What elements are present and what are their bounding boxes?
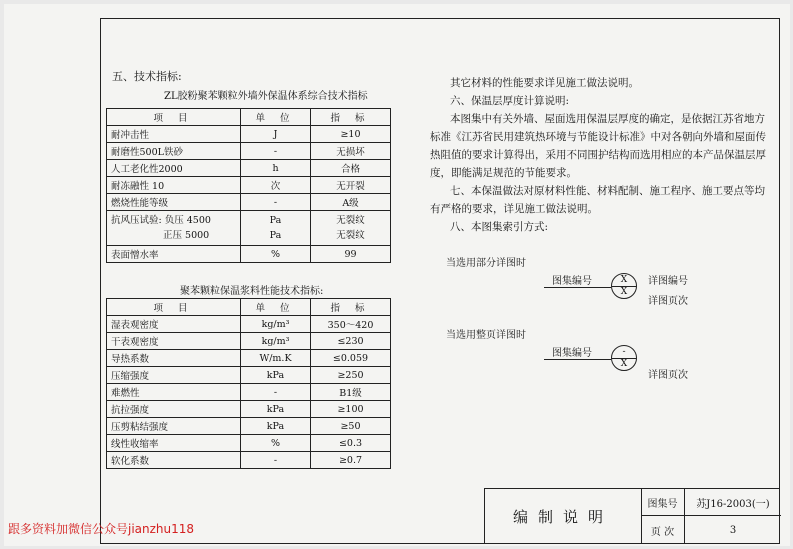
cell-item: 抗拉强度	[107, 401, 241, 418]
cell-value: ≥10	[311, 126, 391, 143]
cell-value: ≤230	[311, 333, 391, 350]
partial-detail-label: 当选用部分详图时	[446, 258, 526, 269]
section-title-8: 八、本图集索引方式:	[450, 221, 549, 233]
table-row	[107, 401, 391, 418]
whole-index-symbol	[611, 345, 637, 371]
table-row	[107, 333, 391, 350]
cell-unit: Pa Pa	[241, 211, 311, 246]
table-row	[107, 160, 391, 177]
header-item: 项 目	[107, 109, 241, 126]
cell-item: 耐冲击性	[107, 126, 241, 143]
cell-value: 无裂纹 无裂纹	[311, 211, 391, 246]
table1-caption: ZL胶粉聚苯颗粒外墙外保温体系综合技术指标	[164, 91, 368, 102]
cell-item: 人工老化性2000	[107, 160, 241, 177]
cell-value: B1级	[311, 384, 391, 401]
table-row	[107, 143, 391, 160]
sec7-line: 有严格的要求，详见施工做法说明。	[430, 203, 598, 215]
table-header-row	[107, 299, 391, 316]
cell-item: 耐冻融性 10	[107, 177, 241, 194]
table-row	[107, 367, 391, 384]
cell-unit: 次	[241, 177, 311, 194]
symbol-lower: X	[620, 359, 628, 369]
title-block	[484, 488, 780, 544]
sec6-line: 本图集中有关外墙、屋面选用保温层厚度的确定，是依据江苏省地方	[450, 113, 765, 125]
table-row	[107, 452, 391, 469]
table-row	[107, 435, 391, 452]
cell-item: 湿表观密度	[107, 316, 241, 333]
cell-unit: -	[241, 143, 311, 160]
cell-value: ≥0.7	[311, 452, 391, 469]
whole-atlas-number-label: 图集编号	[552, 348, 592, 359]
cell-unit: -	[241, 384, 311, 401]
cell-item: 抗风压试验: 负压 4500 正压 5000	[107, 211, 241, 246]
cell-value: 无损坏	[311, 143, 391, 160]
header-value: 指 标	[311, 299, 391, 316]
cell-value: ≥50	[311, 418, 391, 435]
mortar-spec-table	[106, 298, 391, 469]
section-title-6: 六、保温层厚度计算说明:	[450, 95, 570, 107]
cell-unit: W/m.K	[241, 350, 311, 367]
cell-item: 软化系数	[107, 452, 241, 469]
section-title-5: 五、技术指标:	[112, 70, 182, 83]
cell-value: A级	[311, 194, 391, 211]
cell-unit: %	[241, 435, 311, 452]
header-item: 项 目	[107, 299, 241, 316]
cell-unit: kPa	[241, 401, 311, 418]
cell-unit: kPa	[241, 418, 311, 435]
sec6-line: 度，即能满足规范的节能要求。	[430, 167, 577, 179]
table-row	[107, 177, 391, 194]
cell-value: ≥250	[311, 367, 391, 384]
table-header-row	[107, 109, 391, 126]
header-unit: 单 位	[241, 299, 311, 316]
cell-item: 燃烧性能等级	[107, 194, 241, 211]
cell-unit: %	[241, 246, 311, 263]
header-value: 指 标	[311, 109, 391, 126]
table-row	[107, 384, 391, 401]
composite-spec-table	[106, 108, 391, 263]
cell-value: 合格	[311, 160, 391, 177]
table-row-wind-pressure	[107, 211, 391, 246]
cell-unit: J	[241, 126, 311, 143]
symbol-upper: X	[620, 275, 628, 285]
page-label: 页 次	[641, 516, 685, 544]
partial-leader-line	[544, 287, 611, 288]
cell-value: 无开裂	[311, 177, 391, 194]
partial-detail-page-label: 详图页次	[648, 296, 688, 307]
cell-unit: -	[241, 194, 311, 211]
cell-value: ≤0.3	[311, 435, 391, 452]
table-row	[107, 126, 391, 143]
cell-value: 99	[311, 246, 391, 263]
drawing-sheet	[4, 4, 790, 546]
table-row	[107, 350, 391, 367]
partial-atlas-number-label: 图集编号	[552, 276, 592, 287]
cell-item: 表面憎水率	[107, 246, 241, 263]
cell-item: 压缩强度	[107, 367, 241, 384]
cell-unit: kg/m³	[241, 316, 311, 333]
sec6-line: 标准《江苏省民用建筑热环境与节能设计标准》中对各朝向外墙和屋面传	[430, 131, 766, 143]
symbol-upper: -	[622, 347, 626, 357]
whole-page-label: 当选用整页详图时	[446, 330, 526, 341]
cell-item: 难燃性	[107, 384, 241, 401]
cell-unit: -	[241, 452, 311, 469]
cell-value: 350～420	[311, 316, 391, 333]
partial-detail-number-label: 详图编号	[648, 276, 688, 287]
sec7-line: 七、本保温做法对原材料性能、材料配制、施工程序、施工要点等均	[450, 185, 765, 197]
cell-value: ≥100	[311, 401, 391, 418]
cell-item: 干表观密度	[107, 333, 241, 350]
atlas-number-value: 苏J16-2003(一)	[685, 489, 781, 516]
table-row	[107, 194, 391, 211]
drawing-title: 编制说明	[485, 489, 642, 544]
symbol-lower: X	[620, 287, 628, 297]
cell-value: ≤0.059	[311, 350, 391, 367]
table-row	[107, 418, 391, 435]
table-row	[107, 246, 391, 263]
header-unit: 单 位	[241, 109, 311, 126]
notes-text	[430, 74, 772, 236]
page-number: 3	[729, 524, 737, 536]
other-materials-line: 其它材料的性能要求详见施工做法说明。	[450, 77, 639, 89]
table-row	[107, 316, 391, 333]
cell-item: 线性收缩率	[107, 435, 241, 452]
atlas-number-label: 图集号	[641, 489, 685, 516]
partial-index-symbol	[611, 273, 637, 299]
sec6-line: 热阻值的要求计算得出，采用不同围护结构而选用相应的本产品保温层厚	[430, 149, 766, 161]
cell-unit: h	[241, 160, 311, 177]
cell-item: 压剪粘结强度	[107, 418, 241, 435]
cell-unit: kg/m³	[241, 333, 311, 350]
cell-unit: kPa	[241, 367, 311, 384]
cell-item: 导热系数	[107, 350, 241, 367]
table2-caption: 聚苯颗粒保温浆料性能技术指标:	[180, 286, 324, 297]
watermark-text: 跟多资料加微信公众号jianzhu118	[8, 522, 195, 536]
whole-leader-line	[544, 359, 611, 360]
whole-detail-page-label: 详图页次	[648, 370, 688, 381]
cell-item: 耐磨性500L铁砂	[107, 143, 241, 160]
